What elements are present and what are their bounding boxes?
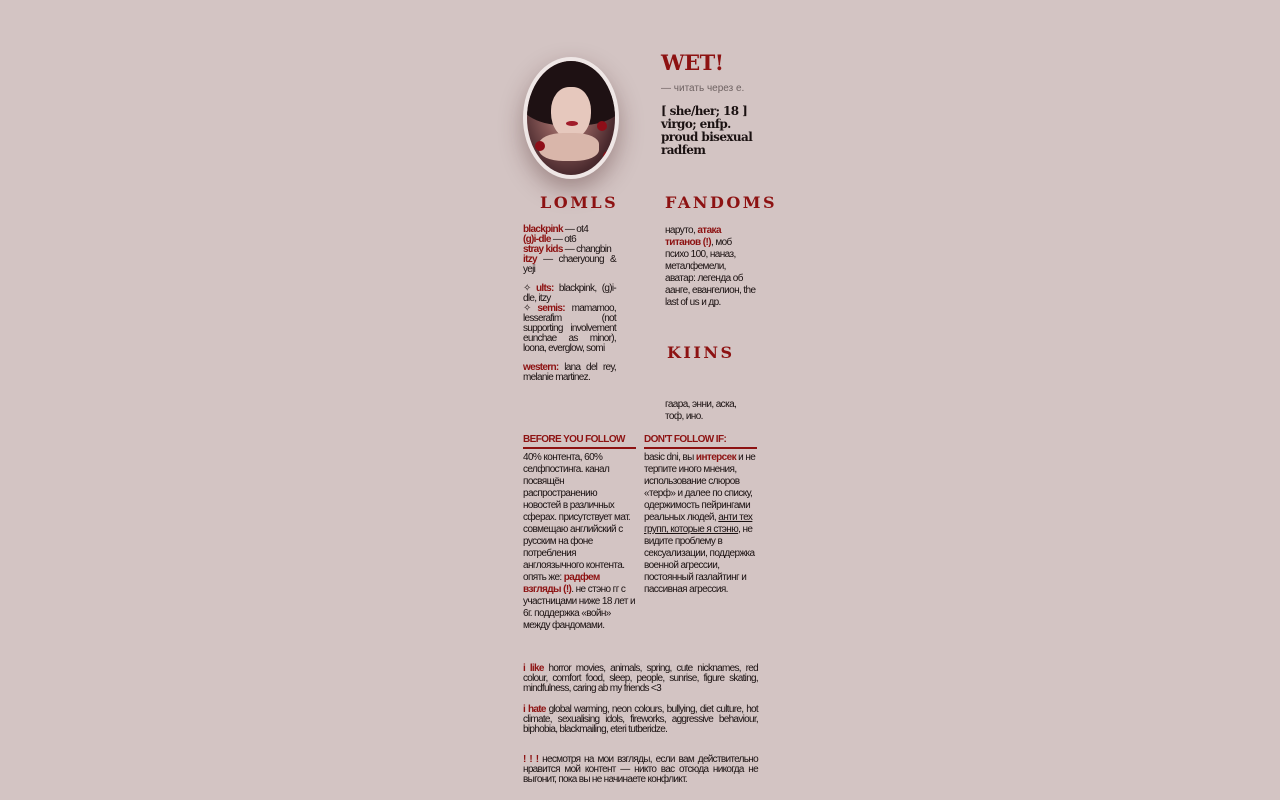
avatar-photo: [527, 61, 615, 175]
anti-groups-link[interactable]: анти тех групп, которые я стэню: [644, 512, 753, 535]
lomls-semis: ✧ semis: mamamoo, lesserafim (not supporting involvement eunchae as minor), loona, everglow, somi: [523, 303, 616, 354]
bio-line: radfem: [661, 143, 706, 157]
before-follow-text: 40% контента, 60% селфпостинга. канал посвящён распространению новостей в различных сферах. присутствует мат. совмещаю английский с русским на фоне потребления англоязычного контента. опять же: радфем взгляды (!). не стэно гг с участницами ниже 18 лет и 6г. поддержка «войн» между фандомами.: [523, 452, 636, 631]
before-follow-heading: BEFORE YOU FOLLOW: [523, 434, 636, 449]
dont-follow-text: basic dni, вы интерсек и не терпите иного мнения, использование слюров «терф» и далее по списку, одержимость пейрингами реальных людей, анти тех групп, которые я стэню, не видите проблему в сексуализации, поддержка военной агрессии, постоянный газлайтинг и пассивная агрессия.: [644, 452, 756, 595]
likes-text: i like horror movies, animals, spring, cute nicknames, red colour, comfort food, sleep, people, sunrise, figure skating, mindfulness, caring ab my friends <3: [523, 663, 759, 694]
kiins-heading: KIINS: [667, 343, 735, 362]
bio-line: virgo; enfp.: [661, 117, 731, 131]
profile-card: [523, 50, 778, 797]
note-text: ! ! ! несмотря на мои взгляды, если вам действительно нравится мой контент — никто вас отсюда никогда не выгонит, пока вы не начинаете конфликт.: [523, 754, 758, 785]
bio-line: [ she/her; 18 ]: [661, 104, 748, 118]
avatar: [523, 57, 619, 179]
lomls-list: [523, 225, 616, 383]
fandoms-list: наруто, атака титанов (!), моб психо 100, наназ, металфемели, аватар: легенда об аанге, евангелион, the last of us и др.: [665, 225, 756, 308]
profile-subtitle: — читать через e.: [661, 83, 745, 94]
fandoms-heading: FANDOMS: [665, 193, 778, 212]
kiins-list: гаара, энни, аска, тоф, ино.: [665, 399, 737, 422]
bio-line: proud bisexual: [661, 130, 753, 144]
lomls-entry: blackpink — ot4: [523, 224, 589, 235]
lomls-ults: ✧ ults: blackpink, (g)i-dle, itzy: [523, 283, 616, 304]
dont-follow-heading: DON'T FOLLOW IF:: [644, 434, 757, 449]
lomls-heading: LOMLS: [540, 193, 619, 212]
lomls-entry: (g)i-dle — ot6: [523, 234, 576, 245]
lomls-entry: itzy — chaeryoung & yeji: [523, 254, 616, 275]
profile-bio: [661, 105, 761, 157]
lomls-entry: stray kids — changbin: [523, 244, 612, 255]
lomls-western: western: lana del rey, melanie martinez.: [523, 362, 616, 383]
profile-title: WET!: [661, 50, 724, 75]
hates-text: i hate global warming, neon colours, bullying, diet culture, hot climate, sexualising idols, fireworks, aggressive behaviour, biphobia, blackmailing, eteri tutberidze.: [523, 704, 758, 735]
